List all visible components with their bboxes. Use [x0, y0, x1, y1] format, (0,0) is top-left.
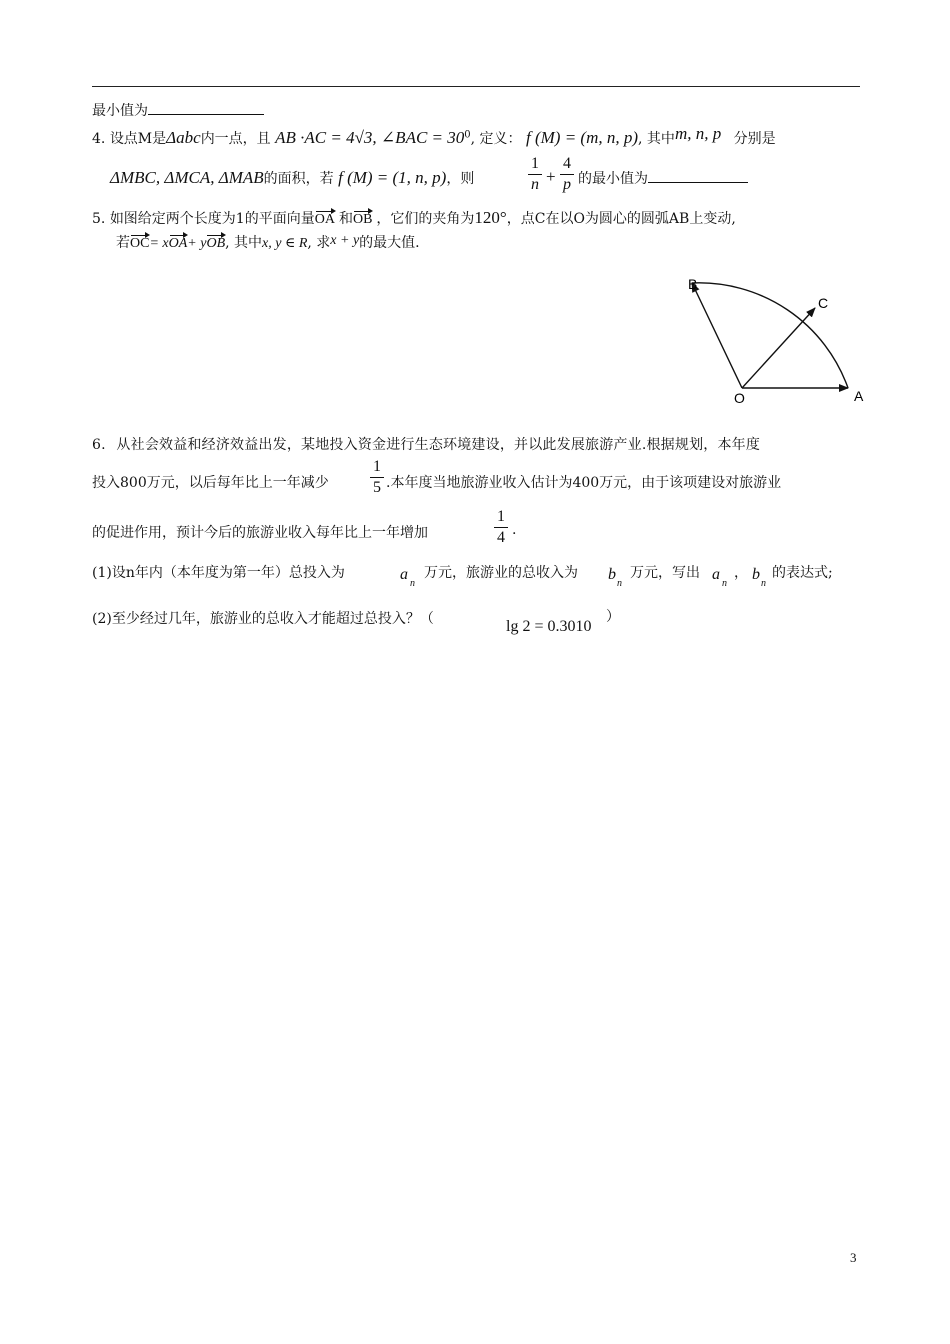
q4-text-5: 分别是 [733, 131, 776, 147]
q4-line-2 [110, 168, 474, 188]
q5-number: 5. [92, 211, 106, 227]
q6-p1-text-b: 万元，旅游业的总收入为 [424, 565, 578, 581]
label-a: A [854, 388, 864, 404]
q6-line-3 [92, 522, 428, 542]
q5-l2-eq: = x [149, 236, 169, 251]
q4-frac1-den: n [531, 176, 539, 193]
q5-text-4: ，点C在以O为圆心的圆弧AB上变动, [506, 211, 736, 227]
q6-line-3-text-a: 的促进作用，预计今后的旅游业收入每年比上一年增加 [92, 525, 428, 541]
q6-part-2 [92, 608, 434, 628]
q5-l2-text-3: , 求 [307, 235, 331, 251]
answer-blank-q3 [148, 100, 264, 115]
q4-text-3: , 定义： [470, 131, 522, 147]
q6-frac1-bar [370, 477, 384, 478]
q6-line-2-text-b: .本年度当地旅游业收入估计为400万元，由于该项建设对旅游业 [386, 475, 782, 491]
q4-fraction-1 [528, 155, 542, 194]
q6-fraction-1 [370, 458, 384, 497]
q4-math-4: m, n, p [674, 124, 722, 143]
q4-math-2: AB ·AC = 4√3, ∠BAC = 30 [275, 128, 465, 147]
q4-frac2-bar [560, 174, 574, 175]
q6-p1-text-c: 万元，写出 [630, 565, 700, 581]
vector-ob: OB [352, 212, 373, 227]
q5-l2-text-1: 若 [116, 235, 130, 251]
q5-l2-math: x, y ∈ R [262, 236, 308, 251]
q4-number: 4. [92, 131, 106, 147]
q4-fraction-2 [560, 155, 574, 194]
q4-frac1-bar [528, 174, 542, 175]
q6-p1-text-a: (1)设n年内（本年度为第一年）总投入为 [92, 565, 345, 581]
a-n-symbol: a [400, 566, 408, 583]
q5-l2-text-4: 的最大值. [359, 235, 420, 251]
q4-degree-sup: 0 [464, 129, 471, 141]
q6-frac2-num: 1 [497, 508, 505, 525]
q5-angle: 120° [474, 208, 507, 227]
a-n-symbol-2: a [712, 566, 720, 583]
q4-frac1-num: 1 [531, 155, 539, 172]
q4-text-6: 的面积，若 [263, 171, 334, 187]
q4-text-2: 内一点，且 [200, 131, 271, 147]
q6-p1-text-e: 的表达式; [772, 565, 833, 581]
q5-line-2 [116, 232, 420, 252]
vector-ob-2: OB [206, 236, 226, 251]
q5-line-1 [92, 208, 736, 228]
q4-text-8: 的最小值为 [578, 171, 648, 187]
q6-line-2-b [386, 472, 781, 492]
lg2-value: lg 2 = 0.3010 [506, 618, 592, 635]
vector-arc-figure [670, 258, 880, 418]
q4-text-4: , 其中 [638, 131, 675, 147]
a-n-subscript: n [410, 578, 415, 589]
vector-oc: OC [130, 236, 150, 251]
q4-text-7: ，则 [446, 171, 475, 187]
b-n-symbol: b [608, 566, 616, 583]
q6-line-2 [92, 472, 329, 492]
vector-ob-arrow [692, 283, 742, 388]
page-number: 3 [850, 1250, 857, 1265]
q4-triangles: ΔMBC, ΔMCA, ΔMAB [110, 168, 264, 187]
b-n-subscript-2: n [761, 578, 766, 589]
q6-frac1-num: 1 [373, 458, 381, 475]
q6-part-1 [92, 562, 345, 582]
q6-p2-text-a: (2)至少经过几年，旅游业的总收入才能超过总投入？（ [92, 611, 434, 627]
q5-l2-math-2: x + y [330, 233, 360, 248]
header-rule [92, 86, 860, 87]
a-n-subscript-2: n [722, 578, 727, 589]
b-n-symbol-2: b [752, 566, 760, 583]
q6-frac2-bar [494, 527, 508, 528]
q4-line-1 [92, 124, 776, 148]
q4-math-3: f (M) = (m, n, p) [526, 128, 639, 147]
q4-line-2-end [578, 168, 748, 188]
label-o: O [734, 390, 745, 406]
q5-l2-plus: + y [187, 236, 207, 251]
vector-oa-2: OA [168, 236, 188, 251]
answer-blank-q4 [648, 168, 748, 183]
q6-number: 6. [92, 437, 106, 453]
label-c: C [818, 295, 829, 311]
q4-frac2-den: p [563, 176, 571, 193]
q5-text-3: ，它们的夹角为 [376, 211, 475, 227]
q4-frac2-num: 4 [563, 155, 571, 172]
vector-oc-arrow [742, 308, 815, 388]
q6-p1-comma: ， [734, 565, 748, 581]
q6-line-1 [92, 434, 760, 454]
q6-frac1-den: 5 [373, 479, 381, 496]
q4-math-1: Δabc [166, 128, 201, 147]
q6-line-3-end: . [512, 522, 517, 538]
q6-line-2-text-a: 投入800万元，以后每年比上一年减少 [92, 475, 329, 491]
q4-plus: + [546, 167, 556, 186]
q3-tail [92, 100, 264, 120]
q3-tail-text: 最小值为 [92, 103, 148, 119]
q6-p2-close: ） [606, 609, 620, 625]
q4-math-5: f (M) = (1, n, p) [338, 168, 447, 187]
label-b: B [688, 276, 698, 292]
q6-fraction-2 [494, 508, 508, 547]
b-n-subscript: n [617, 578, 622, 589]
q6-line-1-text: 从社会效益和经济效益出发，某地投入资金进行生态环境建设，并以此发展旅游产业.根据规划，本年度 [116, 437, 761, 453]
q5-text-2: 和 [338, 211, 353, 227]
vector-oa: OA [314, 212, 335, 227]
q5-text-1: 如图给定两个长度为1的平面向量 [109, 211, 315, 227]
q6-frac2-den: 4 [497, 529, 505, 546]
q5-l2-text-2: , 其中 [225, 235, 263, 251]
q4-text-1: 设点M是 [109, 131, 167, 147]
